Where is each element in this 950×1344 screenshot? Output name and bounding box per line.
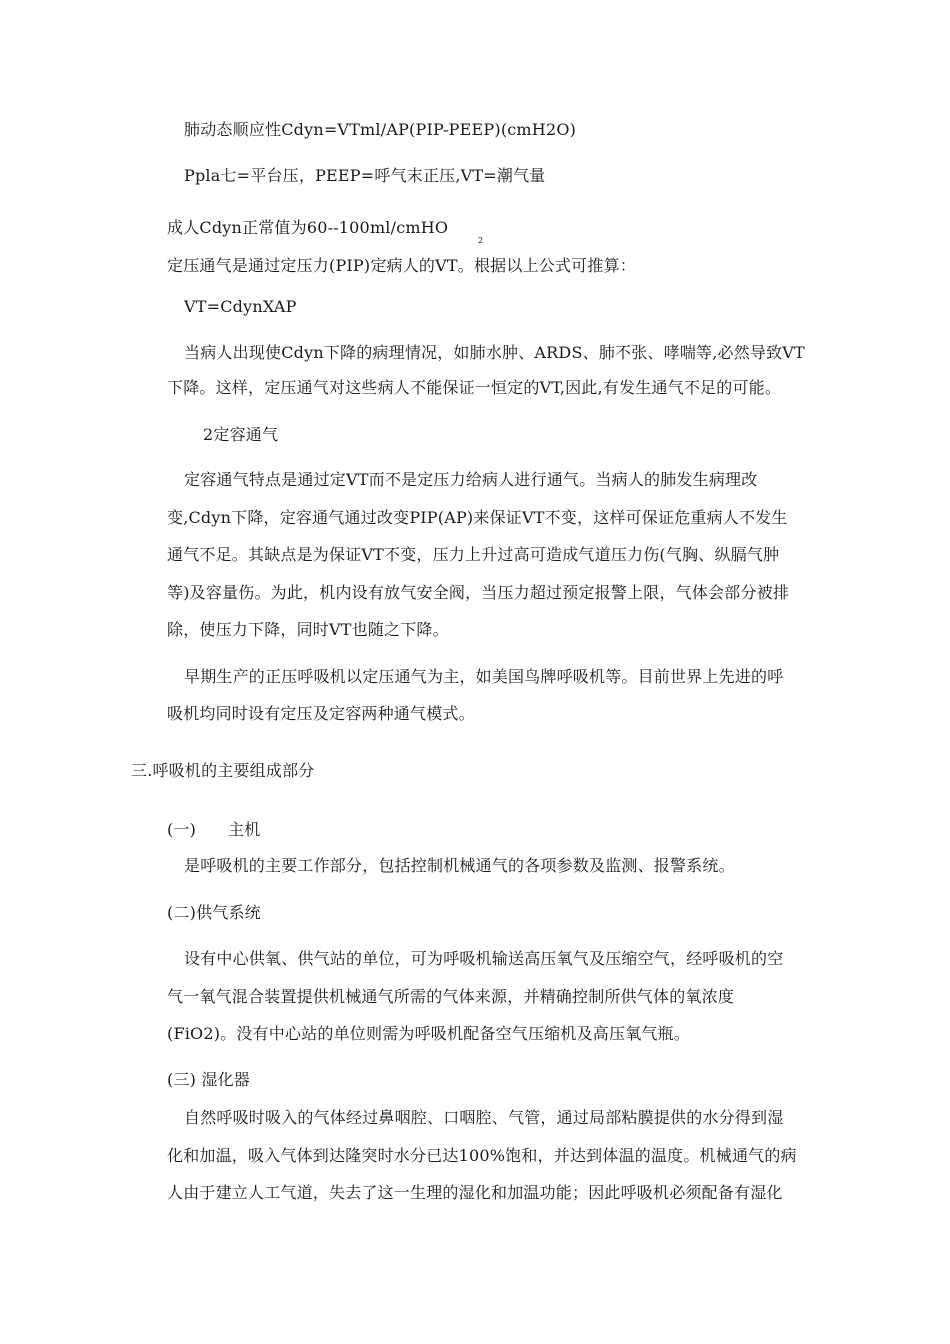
body-line: 早期生产的正压呼吸机以定压通气为主，如美国鸟牌呼吸机等。目前世界上先进的呼 [184,667,784,686]
body-line: 下降。这样，定压通气对这些病人不能保证一恒定的VT,因此,有发生通气不足的可能。 [167,378,782,397]
body-line: 设有中心供氧、供气站的单位，可为呼吸机输送高压氧气及压缩空气，经呼吸机的空 [184,949,784,968]
formula-vt: VT=CdynXAP [184,297,297,316]
body-line: 定容通气特点是通过定VT而不是定压力给病人进行通气。当病人的肺发生病理改 [184,470,758,489]
formula-legend: Ppla七=平台压，PEEP=呼气末正压,VT=潮气量 [184,166,546,185]
formula-cdyn: 肺动态顺应性Cdyn=VTml/AP(PIP-PEEP)(cmH2O) [184,120,577,139]
body-line: 除，使压力下降，同时VT也随之下降。 [167,620,449,639]
normal-value-line: 成人Cdyn正常值为60--100ml/cmHO [167,218,449,237]
body-line: 等)及容量伤。为此，机内设有放气安全阀，当压力超过预定报警上限，气体会部分被排 [167,583,790,602]
body-line: 气一氧气混合装置提供机械通气所需的气体来源，并精确控制所供气体的氧浓度 [167,987,735,1006]
section-heading-volume: 2定容通气 [203,425,279,444]
body-line: 人由于建立人工气道，失去了这一生理的湿化和加温功能；因此呼吸机必须配备有湿化 [167,1183,783,1202]
subsection-heading: (三) 湿化器 [167,1070,250,1089]
chapter-heading: 三.呼吸机的主要组成部分 [131,761,315,780]
subsection-title: 主机 [228,820,261,839]
body-line: 定压通气是通过定压力(PIP)定病人的VT。根据以上公式可推算： [167,256,636,275]
body-line: 吸机均同时设有定压及定容两种通气模式。 [167,704,475,723]
body-line: 当病人出现使Cdyn下降的病理情况，如肺水肿、ARDS、肺不张、哮喘等,必然导致VT [184,343,805,362]
subsection-number: (一) [167,820,197,839]
body-line: 自然呼吸时吸入的气体经过鼻咽腔、口咽腔、气管，通过局部粘膜提供的水分得到湿 [184,1108,784,1127]
body-line: 通气不足。其缺点是为保证VT不变，压力上升过高可造成气道压力伤(气胸、纵膈气肿 [167,545,780,564]
body-line: 变,Cdyn下降，定容通气通过改变PIP(AP)来保证VT不变，这样可保证危重病人不发生 [167,508,788,527]
body-line: 是呼吸机的主要工作部分，包括控制机械通气的各项参数及监测、报警系统。 [184,856,735,875]
body-line: 化和加温，吸入气体到达隆突时水分已达100%饱和，并达到体温的温度。机械通气的病 [167,1146,797,1165]
subsection-heading: (二)供气系统 [167,903,261,922]
subscript-2: 2 [478,236,484,245]
body-line: (FiO2)。没有中心站的单位则需为呼吸机配备空气压缩机及高压氧气瓶。 [167,1024,691,1043]
